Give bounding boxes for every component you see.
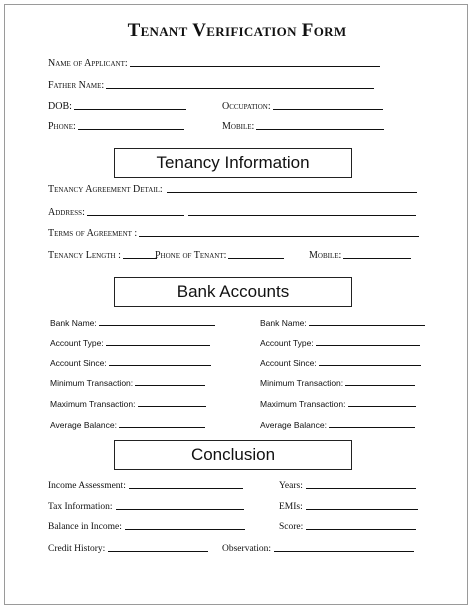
occupation-input[interactable] (273, 108, 383, 110)
terms-input[interactable] (139, 235, 419, 237)
observation-label: Observation: (222, 544, 272, 554)
observation-field (222, 544, 414, 554)
father-name-label: Father Name: (48, 80, 105, 91)
form-title: Tenant Verification Form (127, 20, 347, 41)
min-transaction-input-right[interactable] (345, 384, 415, 386)
bank-name-label-left: Bank Name: (50, 318, 97, 328)
emis-input[interactable] (306, 508, 418, 510)
account-since-label-left: Account Since: (50, 358, 107, 368)
bank-name-input-left[interactable] (99, 324, 215, 326)
years-label: Years: (279, 481, 303, 491)
tenancy-length-label: Tenancy Length : (48, 250, 121, 261)
tenant-phone-label: Phone of Tenant: (155, 250, 227, 261)
occupation-field (222, 101, 383, 112)
credit-history-label: Credit History: (48, 544, 106, 554)
mobile-field (222, 121, 384, 132)
tenancy-length-input[interactable] (123, 257, 157, 259)
dob-input[interactable] (74, 108, 186, 110)
father-name-field (48, 80, 374, 91)
min-transaction-label-left: Minimum Transaction: (50, 378, 134, 388)
applicant-name-label: Name of Applicant: (48, 58, 128, 69)
tenancy-agreement-input[interactable] (167, 191, 417, 193)
max-transaction-field-left (50, 399, 206, 409)
applicant-name-field (48, 58, 380, 69)
account-type-label-left: Account Type: (50, 338, 104, 348)
avg-balance-label-right: Average Balance: (260, 420, 327, 430)
min-transaction-field-left (50, 378, 205, 388)
tenant-phone-input[interactable] (228, 257, 284, 259)
occupation-label: Occupation: (222, 101, 271, 112)
bank-name-input-right[interactable] (309, 324, 425, 326)
address-input-1[interactable] (87, 214, 184, 216)
dob-field (48, 101, 186, 112)
avg-balance-label-left: Average Balance: (50, 420, 117, 430)
bank-name-field-right (260, 318, 425, 328)
tax-information-label: Tax Information: (48, 502, 113, 512)
max-transaction-label-right: Maximum Transaction: (260, 399, 346, 409)
address-label: Address: (48, 207, 85, 218)
min-transaction-input-left[interactable] (135, 384, 205, 386)
dob-label: DOB: (48, 101, 72, 112)
father-name-input[interactable] (106, 87, 374, 89)
tenancy-length-field (48, 250, 157, 261)
years-input[interactable] (306, 487, 416, 489)
bank-accounts-heading: Bank Accounts (114, 277, 352, 307)
address-input-2[interactable] (188, 214, 416, 216)
avg-balance-field-left (50, 420, 205, 430)
account-type-field-right (260, 338, 420, 348)
min-transaction-field-right (260, 378, 415, 388)
phone-input[interactable] (78, 128, 184, 130)
account-since-label-right: Account Since: (260, 358, 317, 368)
income-assessment-field (48, 481, 243, 491)
bank-name-field-left (50, 318, 215, 328)
min-transaction-label-right: Minimum Transaction: (260, 378, 344, 388)
phone-label: Phone: (48, 121, 76, 132)
address-field (48, 207, 416, 218)
account-type-field-left (50, 338, 210, 348)
tenant-phone-field (155, 250, 284, 261)
tenant-mobile-label: Mobile: (309, 250, 342, 261)
phone-field (48, 121, 184, 132)
account-since-field-right (260, 358, 421, 368)
account-since-input-right[interactable] (319, 364, 421, 366)
tax-information-input[interactable] (116, 508, 244, 510)
score-field (279, 522, 416, 532)
terms-field (48, 228, 419, 239)
account-type-label-right: Account Type: (260, 338, 314, 348)
tenant-mobile-input[interactable] (343, 257, 411, 259)
credit-history-input[interactable] (108, 550, 208, 552)
balance-income-label: Balance in Income: (48, 522, 122, 532)
max-transaction-input-left[interactable] (138, 405, 206, 407)
terms-label: Terms of Agreement : (48, 228, 138, 239)
account-type-input-left[interactable] (106, 344, 210, 346)
balance-income-field (48, 522, 245, 532)
account-type-input-right[interactable] (316, 344, 420, 346)
balance-income-input[interactable] (125, 528, 245, 530)
tenancy-agreement-label: Tenancy Agreement Detail: (48, 184, 163, 195)
emis-label: EMIs: (279, 502, 303, 512)
income-assessment-input[interactable] (129, 487, 243, 489)
max-transaction-label-left: Maximum Transaction: (50, 399, 136, 409)
max-transaction-input-right[interactable] (348, 405, 416, 407)
account-since-input-left[interactable] (109, 364, 211, 366)
mobile-input[interactable] (256, 128, 384, 130)
account-since-field-left (50, 358, 211, 368)
bank-name-label-right: Bank Name: (260, 318, 307, 328)
tenancy-agreement-field (48, 184, 417, 195)
score-label: Score: (279, 522, 304, 532)
avg-balance-input-right[interactable] (329, 426, 415, 428)
credit-history-field (48, 544, 208, 554)
applicant-name-input[interactable] (130, 65, 380, 67)
years-field (279, 481, 416, 491)
tax-information-field (48, 502, 244, 512)
income-assessment-label: Income Assessment: (48, 481, 126, 491)
mobile-label: Mobile: (222, 121, 255, 132)
max-transaction-field-right (260, 399, 416, 409)
observation-input[interactable] (274, 550, 414, 552)
score-input[interactable] (306, 528, 416, 530)
avg-balance-field-right (260, 420, 415, 430)
tenant-mobile-field (309, 250, 411, 261)
avg-balance-input-left[interactable] (119, 426, 205, 428)
tenancy-information-heading: Tenancy Information (114, 148, 352, 178)
emis-field (279, 502, 418, 512)
conclusion-heading: Conclusion (114, 440, 352, 470)
